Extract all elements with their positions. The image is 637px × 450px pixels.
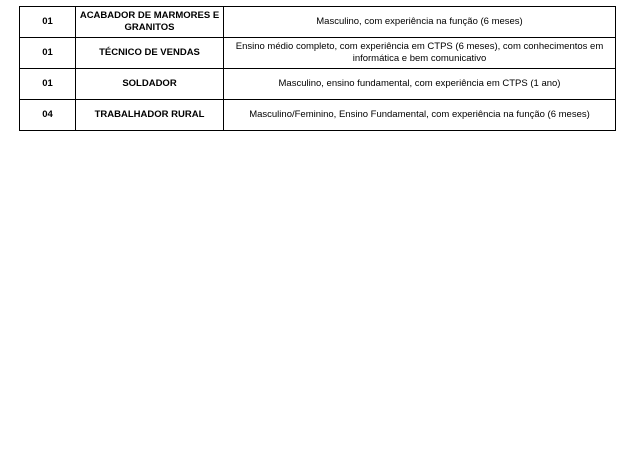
table-row <box>20 100 616 131</box>
vacancy-count: 01 <box>20 7 76 38</box>
job-requirements: Masculino/Feminino, Ensino Fundamental, com experiência na função (6 meses) <box>224 100 616 131</box>
job-requirements: Masculino, ensino fundamental, com experiência em CTPS (1 ano) <box>224 69 616 100</box>
job-title: TRABALHADOR RURAL <box>76 100 224 131</box>
job-title: ACABADOR DE MARMORES E GRANITOS <box>76 7 224 38</box>
job-title: SOLDADOR <box>76 69 224 100</box>
job-requirements: Ensino médio completo, com experiência em CTPS (6 meses), com conhecimentos em informática e bem comunicativo <box>224 38 616 69</box>
vacancy-count: 01 <box>20 69 76 100</box>
table-row <box>20 7 616 38</box>
job-title: TÉCNICO DE VENDAS <box>76 38 224 69</box>
job-requirements: Masculino, com experiência na função (6 meses) <box>224 7 616 38</box>
job-openings-table <box>19 6 616 131</box>
table-row <box>20 69 616 100</box>
vacancy-count: 04 <box>20 100 76 131</box>
table-row <box>20 38 616 69</box>
vacancy-count: 01 <box>20 38 76 69</box>
